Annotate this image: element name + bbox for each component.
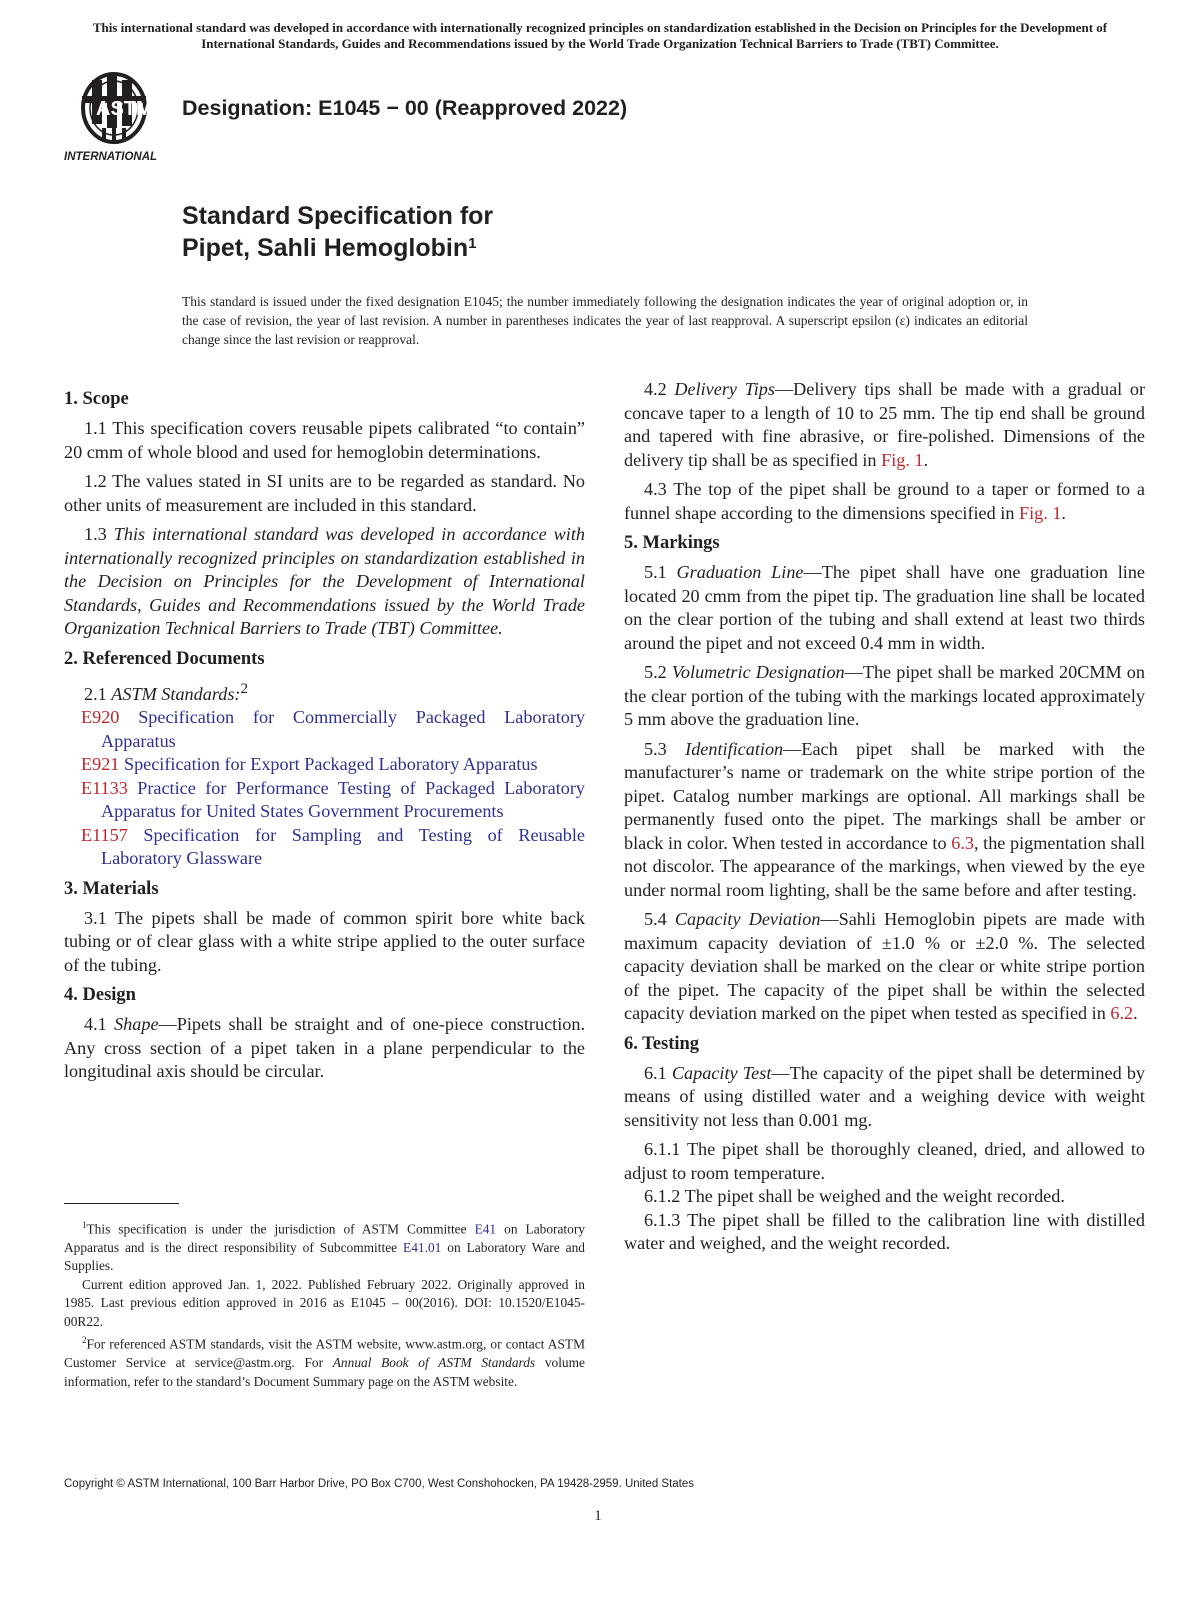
- page-number: 1: [594, 1508, 602, 1524]
- paragraph-5-3: [624, 738, 1145, 903]
- subcommittee-e41-01-link[interactable]: E41.01: [403, 1239, 442, 1255]
- section-5-heading: 5. Markings: [624, 533, 720, 553]
- footnote-2-text-a: For referenced ASTM standards, visit the ASTM website, www.astm.org, or contact ASTM Customer Service at service@astm.org. For: [64, 1336, 585, 1371]
- paragraph-5-3-text-a: —Each pipet shall be marked with the manufacturer’s name or trademark on the white stripe portion of the pipet. Catalog number markings are optional. All markings shall be permanently fused onto the pipet. The markings shall be amber or black in color. When tested in accordance to: [624, 738, 1146, 853]
- left-column: [64, 387, 585, 1090]
- paragraph-5-3-term: Identification: [685, 738, 784, 759]
- paragraph-4-1-term: Shape: [114, 1014, 159, 1035]
- fig-1-link-2[interactable]: Fig. 1: [1018, 502, 1062, 523]
- astm-standards-label: ASTM Standards:: [111, 683, 241, 704]
- reference-e920: [64, 706, 585, 753]
- designation: Designation: E1045 − 00 (Reapproved 2022): [182, 96, 628, 120]
- paragraph-5-4-text: —Sahli Hemoglobin pipets are made with maximum capacity deviation of ±1.0 % or ±2.0 %. The selected capacity deviation shall be marked on the clear or white stripe portion of the pipet. The capacity of the pipet shall be within the selected capacity deviation marked on the pipet when tested as specified in: [624, 909, 1146, 1023]
- paragraph-6-1-number: 6.1: [644, 1062, 667, 1083]
- paragraph-4-1-text: —Pipets shall be straight and of one-piece construction. Any cross section of a pipet taken in a plane perpendicular to the longitudinal axis should be circular.: [64, 1014, 585, 1082]
- paragraph-5-4-term: Capacity Deviation: [674, 909, 821, 929]
- title-footnote-mark: 1: [468, 235, 477, 252]
- astm-standards-footnote-mark: 2: [240, 679, 249, 697]
- paragraph-6-1-2: 6.1.2 The pipet shall be weighed and the weight recorded.: [644, 1186, 1065, 1206]
- footnote-2-text-b: volume information, refer to the standard’s Document Summary page on the ASTM website.: [64, 1355, 585, 1389]
- footnote-1-text-a: This specification is under the jurisdiction of ASTM Committee: [86, 1221, 475, 1237]
- title-line-2-text: Pipet, Sahli Hemoglobin: [182, 234, 469, 262]
- reference-e921-title[interactable]: Specification for Export Packaged Laboratory Apparatus: [123, 754, 538, 775]
- footnote-1-text-b: on Laboratory Apparatus and is the direct responsibility of Subcommittee: [64, 1221, 586, 1255]
- astm-logo-icon: [62, 70, 170, 166]
- paragraph-2-1: [64, 677, 585, 707]
- paragraph-1-3-text: This international standard was developed in accordance with internationally recognized principles on standardization established in the Decision on Principles for the Development of International Standards, Guides and Recommendations issued by the World Trade Organization Technical Barriers to Trade (TBT) Committee.: [64, 524, 586, 638]
- paragraph-1-3-number: 1.3: [84, 524, 107, 544]
- paragraph-6-1-text: —The capacity of the pipet shall be determined by means of using distilled water and a weighing device with weight sensitivity not less than 0.001 mg.: [624, 1062, 1146, 1130]
- reference-e1157-code[interactable]: E1157: [81, 824, 128, 845]
- section-4-heading: 4. Design: [64, 985, 136, 1006]
- paragraph-5-1: [624, 561, 1145, 655]
- paragraph-4-1-number: 4.1: [84, 1014, 107, 1035]
- footnote-2: [64, 1331, 585, 1391]
- footnote-1-mark: 1: [82, 1220, 87, 1230]
- footnote-1-text-c: on Laboratory Ware and Supplies.: [64, 1239, 585, 1274]
- paragraph-5-2-term: Volumetric Designation: [671, 662, 845, 682]
- fig-1-link[interactable]: Fig. 1: [881, 449, 924, 470]
- paragraph-3-1: 3.1 The pipets shall be made of common spirit bore white back tubing or of clear glass with a white stripe applied to the outer surface of the tubing.: [64, 907, 585, 975]
- paragraph-2-1-number: 2.1: [84, 683, 107, 704]
- title-line-2: [182, 232, 493, 264]
- footnote-divider: [64, 1203, 179, 1204]
- paragraph-6-1-1: 6.1.1 The pipet shall be thoroughly cleaned, dried, and allowed to adjust to room temperature.: [624, 1139, 1145, 1183]
- paragraph-1-3: [64, 523, 585, 641]
- title-line-1: Standard Specification for: [182, 202, 494, 230]
- footnote-2-italic: Annual Book of ASTM Standards: [332, 1355, 536, 1371]
- paragraph-5-3-text-b: , the pigmentation shall not discolor. The appearance of the markings, when viewed by the eye under normal room lighting, shall be the same before and after testing.: [624, 832, 1146, 900]
- reference-e1157: [64, 824, 585, 871]
- paragraph-6-1-term: Capacity Test: [671, 1062, 772, 1083]
- paragraph-1-2: 1.2 The values stated in SI units are to be regarded as standard. No other units of measurement are included in this standard.: [64, 471, 585, 515]
- right-column: [624, 378, 1145, 1256]
- paragraph-4-3: 4.3 The top of the pipet shall be ground to a taper or formed to a funnel shape according to the dimensions specified in Fig. 1.: [624, 479, 1145, 523]
- paragraph-4-1: [64, 1013, 585, 1084]
- paragraph-4-2-number: 4.2: [644, 379, 667, 399]
- paragraph-4-2: 4.2 Delivery Tips—Delivery tips shall be made with a gradual or concave taper to a length of 10 to 25 mm. The tip end shall be ground and tapered with fine abrasive, or fire-polished. Dimensions of the delivery tip shall be as specified in Fig. 1.: [624, 379, 1146, 470]
- section-6-3-link[interactable]: 6.3: [951, 832, 974, 853]
- logo-mark-text: ASTM: [96, 98, 153, 120]
- footnote-1: [64, 1216, 585, 1276]
- paragraph-5-4: 5.4 Capacity Deviation—Sahli Hemoglobin pipets are made with maximum capacity deviation of ±1.0 % or ±2.0 %. The selected capacity deviation shall be marked on the clear or white stripe portion of the pipet. The capacity of the pipet shall be within the selected capacity deviation marked on the pipet when tested as specified in 6.2.: [624, 909, 1146, 1023]
- astm-logo-graphic: [62, 70, 170, 166]
- issue-note: This standard is issued under the fixed designation E1045; the number immediately following the designation indicates the year of original adoption or, in the case of revision, the year of last revision. A number in parentheses indicates the year of last reapproval. A superscript epsilon (ε) indicates an editorial change since the last revision or reapproval.: [182, 294, 1028, 347]
- paragraph-1-1: 1.1 This specification covers reusable pipets calibrated “to contain” 20 cmm of whole blood and used for hemoglobin determinations.: [64, 418, 585, 462]
- paragraph-4-2-text: —Delivery tips shall be made with a gradual or concave taper to a length of 10 to 25 mm. The tip end shall be ground and tapered with fine abrasive, or fire-polished. Dimensions of the delivery tip shall be as specified in: [624, 379, 1146, 470]
- paragraph-5-2-number: 5.2: [644, 662, 667, 682]
- reference-e1133-title[interactable]: Practice for Performance Testing of Packaged Laboratory Apparatus for United States Government Procurements: [101, 777, 585, 822]
- paragraph-6-1-3: 6.1.3 The pipet shall be filled to the calibration line with distilled water and weighed, and the weight recorded.: [624, 1209, 1145, 1253]
- paragraph-5-1-text: —The pipet shall have one graduation line located 20 cmm from the pipet tip. The graduation line shall be located on the clear portion of the tubing and shall extend at least two thirds around the pipet and not exceed 0.4 mm in width.: [624, 562, 1146, 653]
- committee-e41-link[interactable]: E41: [474, 1221, 497, 1237]
- paragraph-5-1-term: Graduation Line: [676, 562, 804, 582]
- paragraph-4-3-text: 4.3 The top of the pipet shall be ground to a taper or formed to a funnel shape according to the dimensions specified in: [624, 479, 1145, 523]
- footnote-1-edition: Current edition approved Jan. 1, 2022. Published February 2022. Originally approved in 1985. Last previous edition approved in 2016 as E1045 – 00(2016). DOI: 10.1520/E1045-00R22.: [64, 1276, 585, 1329]
- reference-e921: [64, 753, 585, 777]
- page-title: [182, 200, 493, 264]
- paragraph-5-1-number: 5.1: [644, 562, 667, 582]
- section-6-2-link[interactable]: 6.2: [1110, 1003, 1134, 1023]
- paragraph-5-2: [624, 661, 1145, 732]
- paragraph-5-4-number: 5.4: [644, 909, 667, 929]
- section-1-heading: 1. Scope: [64, 389, 129, 409]
- paragraph-5-2-text: —The pipet shall be marked 20CMM on the clear portion of the tubing with the markings located approximately 5 mm above the graduation line.: [624, 662, 1145, 729]
- reference-e920-title[interactable]: Specification for Commercially Packaged Laboratory Apparatus: [101, 707, 585, 751]
- reference-e1133: [64, 777, 585, 824]
- reference-e1133-code[interactable]: E1133: [81, 777, 128, 798]
- reference-e1157-title[interactable]: Specification for Sampling and Testing of Reusable Laboratory Glassware: [101, 824, 585, 869]
- footnotes: [64, 1216, 585, 1391]
- paragraph-6-1: [624, 1062, 1145, 1133]
- paragraph-5-3-number: 5.3: [644, 738, 667, 759]
- top-notice: This international standard was developed in accordance with internationally recognized principles on standardization established in the Decision on Principles for the Development of International Standards, Guides and Recommendations issued by the World Trade Organization Technical Barriers to Trade (TBT) Committee.: [92, 20, 1108, 51]
- copyright: Copyright © ASTM International, 100 Barr Harbor Drive, PO Box C700, West Conshohocken, PA 19428-2959. United States: [64, 1478, 695, 1490]
- footnote-2-mark: 2: [82, 1335, 87, 1346]
- section-2-heading: 2. Referenced Documents: [64, 648, 265, 669]
- section-6-heading: 6. Testing: [624, 1033, 700, 1054]
- section-3-heading: 3. Materials: [64, 878, 159, 899]
- reference-e921-code[interactable]: E921: [81, 754, 120, 775]
- reference-e920-code[interactable]: E920: [81, 707, 120, 728]
- paragraph-4-2-term: Delivery Tips: [674, 379, 775, 399]
- logo-label: INTERNATIONAL: [64, 151, 158, 163]
